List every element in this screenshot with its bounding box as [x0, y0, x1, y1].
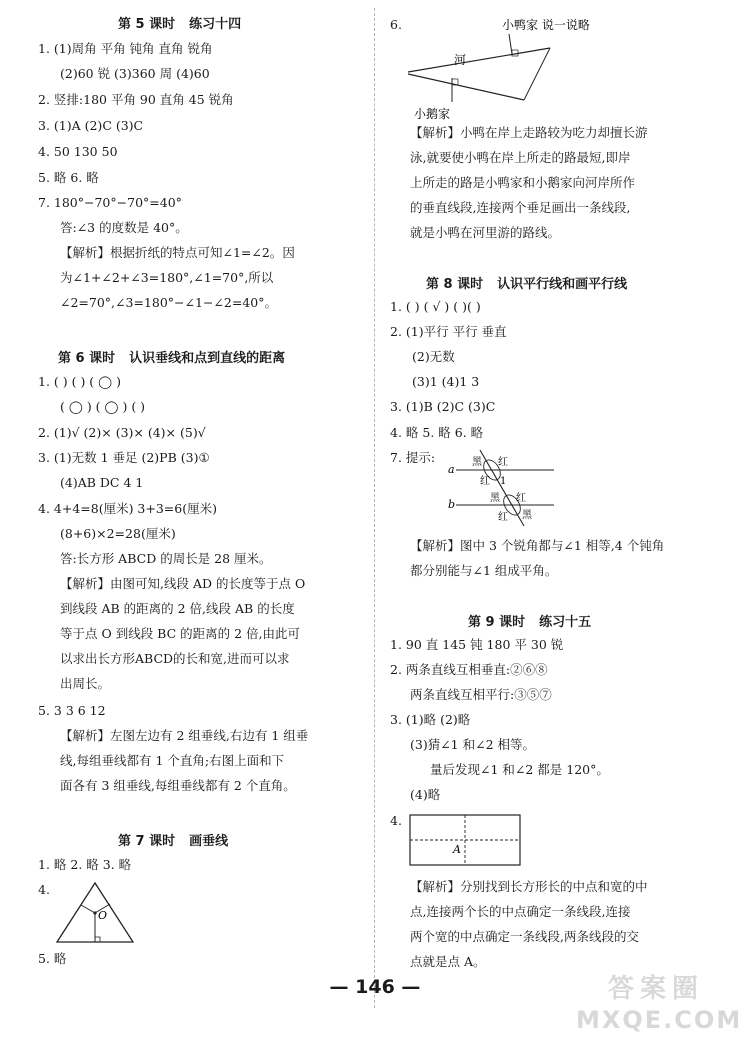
l5-line-8: 答:∠3 的度数是 40°。 [60, 220, 188, 235]
l5-line-2: (2)60 锐 (3)360 周 (4)60 [60, 66, 210, 81]
label-red-3: 红 [516, 493, 526, 504]
river-label: 河 [454, 53, 467, 67]
l5-line-4: 3. (1)A (2)C (3)C [38, 118, 144, 133]
l7-line-1: 1. 略 2. 略 3. 略 [38, 857, 132, 872]
l9-line-5: (3)猜∠1 和∠2 相等。 [410, 737, 536, 752]
l9-analysis-3: 两个宽的中点确定一条线段,两条线段的交 [410, 929, 639, 944]
lesson7-heading [118, 830, 228, 849]
l8-line-5: 3. (1)B (2)C (3)C [390, 399, 496, 414]
l6-analysis-4: 以求出长方形ABCD的长和宽,进而可以求 [60, 651, 290, 666]
lesson7-number: 第 7 课时 [118, 834, 176, 849]
caption-duck-home: 小鸭家 说一说略 [502, 18, 590, 32]
lesson8-heading [426, 273, 627, 292]
l8-line-1: 1. ( ) ( √ ) ( )( ) [390, 299, 481, 314]
l6-analysis-3: 等于点 O 到线段 BC 的距离的 2 倍,由此可 [60, 626, 300, 641]
l9-analysis-1: 【解析】分别找到长方形长的中点和宽的中 [410, 879, 648, 894]
l5-line-5: 4. 50 130 50 [38, 144, 118, 159]
l7-line-2: 4. [38, 882, 50, 897]
line-b-label: b [448, 498, 456, 511]
lesson5-number: 第 5 课时 [118, 17, 176, 32]
watermark [576, 972, 743, 1034]
l9-line-1: 1. 90 直 145 钝 180 平 30 锐 [390, 637, 564, 652]
lesson9-title: 练习十五 [539, 615, 592, 630]
q6-number: 6. [390, 17, 402, 32]
l9-line-4: 3. (1)略 (2)略 [390, 712, 471, 727]
label-black-1: 黑 [472, 457, 482, 468]
perpendicular-to-left-side [81, 905, 95, 913]
l6-analysis-5: 出周长。 [60, 676, 111, 691]
l6-line-6: 4. 4+4=8(厘米) 3+3=6(厘米) [38, 501, 217, 516]
l9-line-6: 量后发现∠1 和∠2 都是 120°。 [430, 762, 609, 777]
l6-line-4: 3. (1)无数 1 垂足 (2)PB (3)① [38, 450, 210, 465]
goose-home-label: 小鹅家 [414, 107, 451, 120]
l6-analysis-8: 面各有 3 组垂线,每组垂线都有 2 个直角。 [60, 778, 296, 793]
label-red-1: 红 [498, 457, 508, 468]
lesson6-number: 第 6 课时 [58, 351, 116, 366]
river-bank-bottom [408, 74, 524, 100]
lesson6-heading [58, 347, 285, 366]
l9-analysis-4: 点就是点 A。 [410, 954, 486, 969]
l8-line-6: 4. 略 5. 略 6. 略 [390, 425, 484, 440]
label-a: A [453, 843, 461, 856]
lesson9-number: 第 9 课时 [468, 615, 526, 630]
l5-line-6: 5. 略 6. 略 [38, 170, 99, 185]
watermark-url: MXQE.COM [576, 1006, 743, 1034]
column-divider [374, 8, 375, 1008]
q6-analysis-1: 【解析】小鸭在岸上走路较为吃力却擅长游 [410, 125, 648, 140]
l9-line-8: 4. [390, 813, 402, 828]
l6-line-7: (8+6)×2=28(厘米) [60, 526, 176, 541]
q6-analysis-2: 泳,就要使小鸭在岸上所走的路最短,即岸 [410, 150, 631, 165]
rectangle-figure [408, 813, 524, 869]
l5-line-3: 2. 竖排:180 平角 90 直角 45 锐角 [38, 92, 234, 107]
label-black-3: 黑 [522, 510, 532, 521]
l9-analysis-2: 点,连接两个长的中点确定一条线段,连接 [410, 904, 631, 919]
right-angle-mark [95, 937, 100, 942]
l6-line-1: 1. ( ) ( ) ( ◯ ) [38, 374, 121, 389]
l6-line-3: 2. (1)√ (2)× (3)× (4)× (5)√ [38, 425, 206, 440]
label-red-4: 红 [498, 512, 508, 523]
l7-line-3: 5. 略 [38, 951, 67, 966]
lesson8-title: 认识平行线和画平行线 [497, 277, 628, 292]
q6-analysis-3: 上所走的路是小鸭家和小鹅家向河岸所作 [410, 175, 636, 190]
l5-analysis-3: ∠2=70°,∠3=180°−∠1−∠2=40°。 [60, 295, 277, 310]
line-a-label: a [448, 463, 455, 476]
label-o: O [98, 909, 108, 922]
l8-line-2: 2. (1)平行 平行 垂直 [390, 324, 507, 339]
l6-analysis-2: 到线段 AB 的距离的 2 倍,线段 AB 的长度 [60, 601, 295, 616]
l5-line-7: 7. 180°−70°−70°=40° [38, 195, 182, 210]
river-bank-top [408, 48, 550, 72]
l8-line-3: (2)无数 [412, 349, 455, 364]
q6-analysis-5: 就是小鸭在河里游的路线。 [410, 225, 561, 240]
l6-line-2: ( ◯ ) ( ◯ ) ( ) [60, 399, 146, 414]
l5-analysis-1: 【解析】根据折纸的特点可知∠1=∠2。因 [60, 245, 295, 260]
lesson9-heading [468, 611, 591, 630]
label-angle-1: 1 [500, 476, 507, 487]
parallel-lines-figure [442, 448, 562, 528]
label-black-2: 黑 [490, 493, 500, 504]
l6-line-5: (4)AB DC 4 1 [60, 475, 144, 490]
lesson5-heading [118, 13, 241, 32]
l6-analysis-1: 【解析】由图可知,线段 AD 的长度等于点 O [60, 576, 306, 591]
l6-analysis-6: 【解析】左图左边有 2 组垂线,右边有 1 组垂 [60, 728, 309, 743]
l9-line-7: (4)略 [410, 787, 441, 802]
swim-route [524, 48, 550, 100]
l9-line-2: 2. 两条直线互相垂直:②⑥⑧ [390, 662, 548, 677]
point-o [93, 911, 96, 914]
l8-line-7: 7. 提示: [390, 450, 436, 465]
lesson5-title: 练习十四 [189, 17, 242, 32]
l5-analysis-2: 为∠1+∠2+∠3=180°,∠1=70°,所以 [60, 270, 274, 285]
l8-line-4: (3)1 (4)1 3 [412, 374, 480, 389]
l8-analysis-1: 【解析】图中 3 个锐角都与∠1 相等,4 个钝角 [410, 538, 665, 553]
duck-perpendicular [509, 34, 512, 54]
l8-analysis-2: 都分别能与∠1 组成平角。 [410, 563, 558, 578]
l5-line-1: 1. (1)周角 平角 钝角 直角 锐角 [38, 41, 213, 56]
lesson7-title: 画垂线 [189, 834, 229, 849]
l6-line-8: 答:长方形 ABCD 的周长是 28 厘米。 [60, 551, 272, 566]
q6-analysis-4: 的垂直线段,连接两个垂足画出一条线段, [410, 200, 631, 215]
lesson8-number: 第 8 课时 [426, 277, 484, 292]
l9-line-3: 两条直线互相平行:③⑤⑦ [410, 687, 552, 702]
lesson6-title: 认识垂线和点到直线的距离 [129, 351, 286, 366]
triangle-figure [50, 880, 140, 946]
l6-analysis-7: 线,每组垂线都有 1 个直角;右图上面和下 [60, 753, 285, 768]
watermark-logo-text: 答案圈 [607, 974, 704, 1004]
label-red-2: 红 [480, 476, 490, 487]
page-number: — 146 — [329, 976, 421, 998]
river-route-figure [408, 12, 638, 120]
l6-line-q5: 5. 3 3 6 12 [38, 703, 106, 718]
